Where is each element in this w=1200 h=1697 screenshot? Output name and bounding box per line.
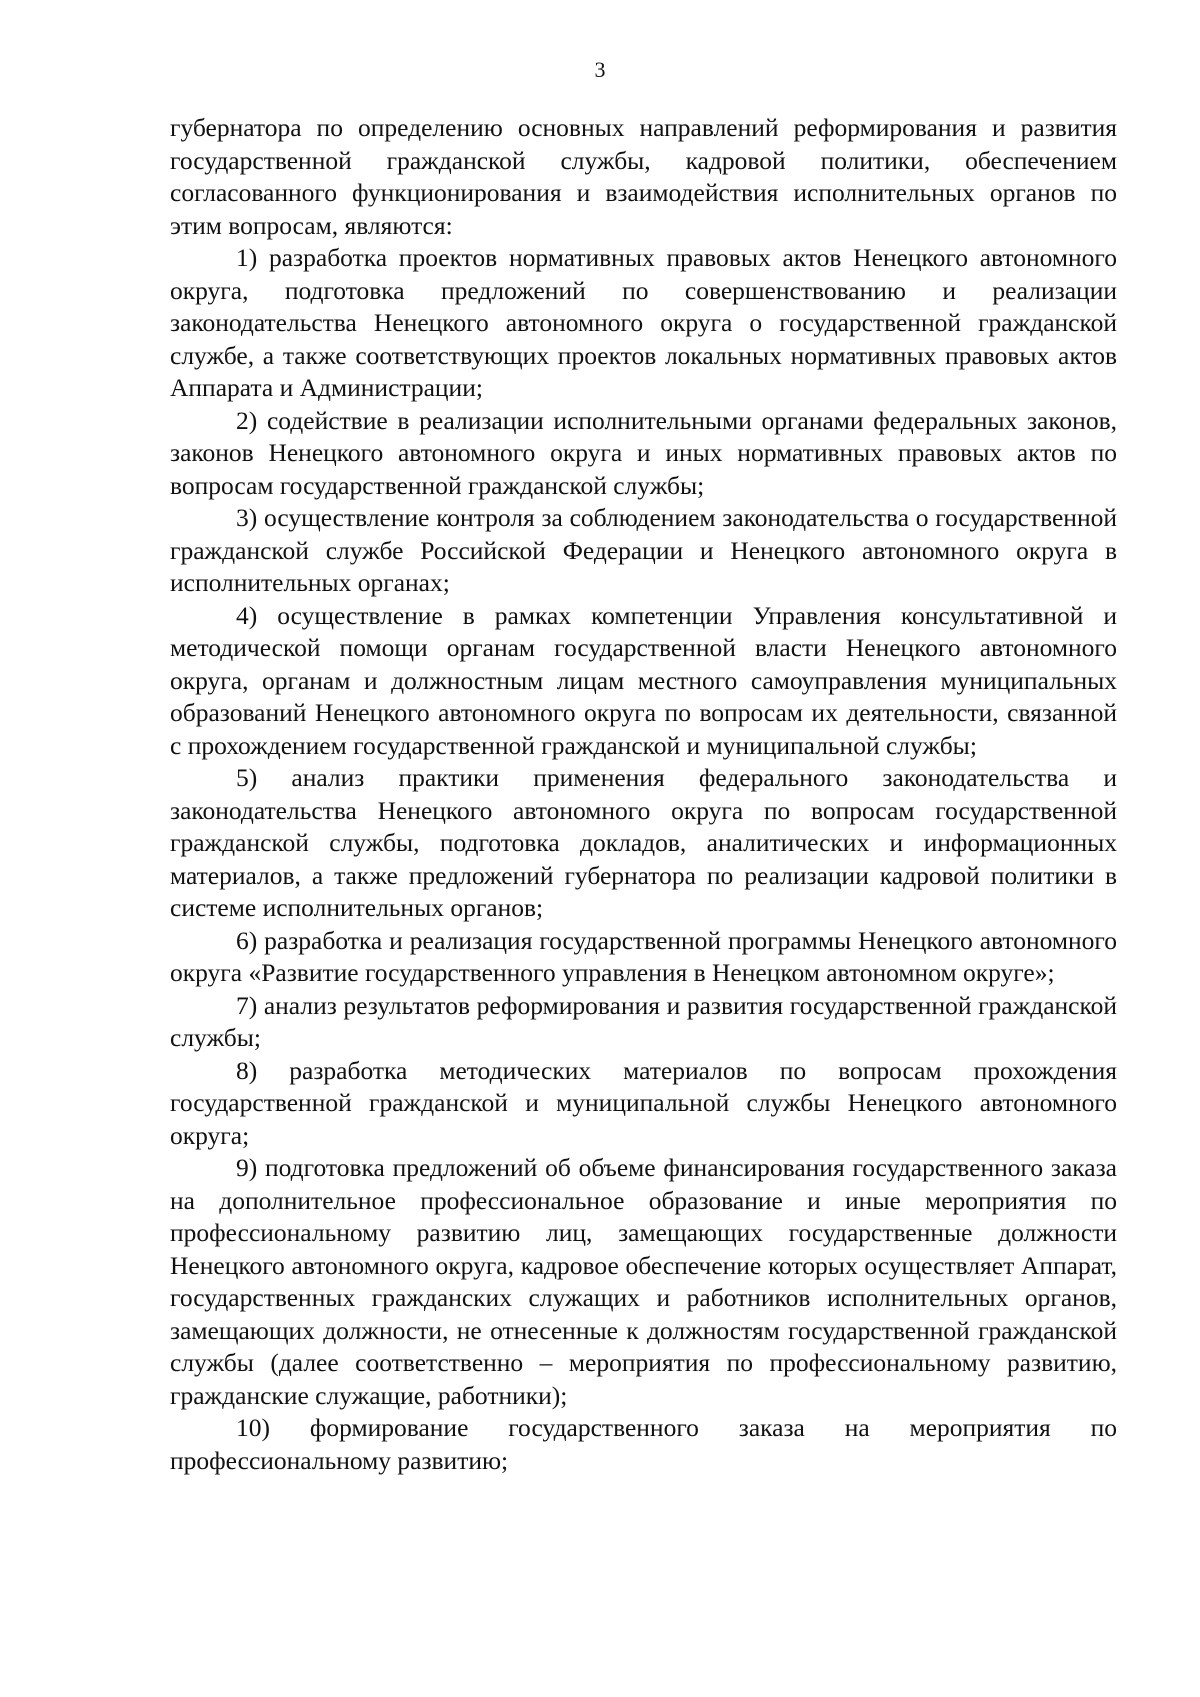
page-number: 3 — [594, 57, 606, 82]
list-item-2: 2) содействие в реализации исполнительными органами федеральных законов, законов Ненецкого автономного округа и иных нормативных правовых актов по вопросам государственной гражданской службы; — [170, 405, 1117, 500]
intro-paragraph: губернатора по определению основных направлений реформирования и развития государственной гражданской службы, кадровой политики, обеспечением согласованного функционирования и взаимодействия исполнительных органов по этим вопросам, являются: — [170, 113, 1117, 240]
list-item-8: 8) разработка методических материалов по вопросам прохождения государственной гражданской и муниципальной службы Ненецкого автономного округа; — [170, 1055, 1117, 1150]
document-body — [170, 112, 1117, 1477]
list-item-4: 4) осуществление в рамках компетенции Управления консультативной и методической помощи органам государственной власти Ненецкого автономного округа, органам и должностным лицам местного самоуправления муниципальных образований Ненецкого автономного округа по вопросам их деятельности, связанной с прохождением государственной гражданской и муниципальной службы; — [170, 600, 1117, 760]
list-item-3: 3) осуществление контроля за соблюдением законодательства о государственной гражданской службе Российской Федерации и Ненецкого автономного округа в исполнительных органах; — [170, 503, 1117, 597]
list-item-5: 5) анализ практики применения федерального законодательства и законодательства Ненецкого автономного округа по вопросам государственной гражданской службы, подготовка докладов, аналитических и информационных материалов, а также предложений губернатора по реализации кадровой политики в системе исполнительных органов; — [170, 763, 1117, 922]
list-item-1: 1) разработка проектов нормативных правовых актов Ненецкого автономного округа, подготовка предложений по совершенствованию и реализации законодательства Ненецкого автономного округа о государственной гражданской службе, а также соответствующих проектов локальных нормативных правовых актов Аппарата и Администрации; — [170, 243, 1117, 402]
list-item-7: 7) анализ результатов реформирования и развития государственной гражданской службы; — [170, 990, 1117, 1052]
list-item-9: 9) подготовка предложений об объеме финансирования государственного заказа на дополнительное профессиональное образование и иные мероприятия по профессиональному развитию лиц, замещающих государственные должности Ненецкого автономного округа, кадровое обеспечение которых осуществляет Аппарат, государственных гражданских служащих и работников исполнительных органов, замещающих должности, не отнесенные к должностям государственной гражданской службы (далее соответственно – мероприятия по профессиональному развитию, гражданские служащие, работники); — [170, 1153, 1117, 1410]
list-item-6: 6) разработка и реализация государственной программы Ненецкого автономного округа «Развитие государственного управления в Ненецком автономном округе»; — [170, 925, 1117, 987]
list-item-10: 10) формирование государственного заказа на мероприятия по профессиональному развитию; — [170, 1413, 1117, 1475]
